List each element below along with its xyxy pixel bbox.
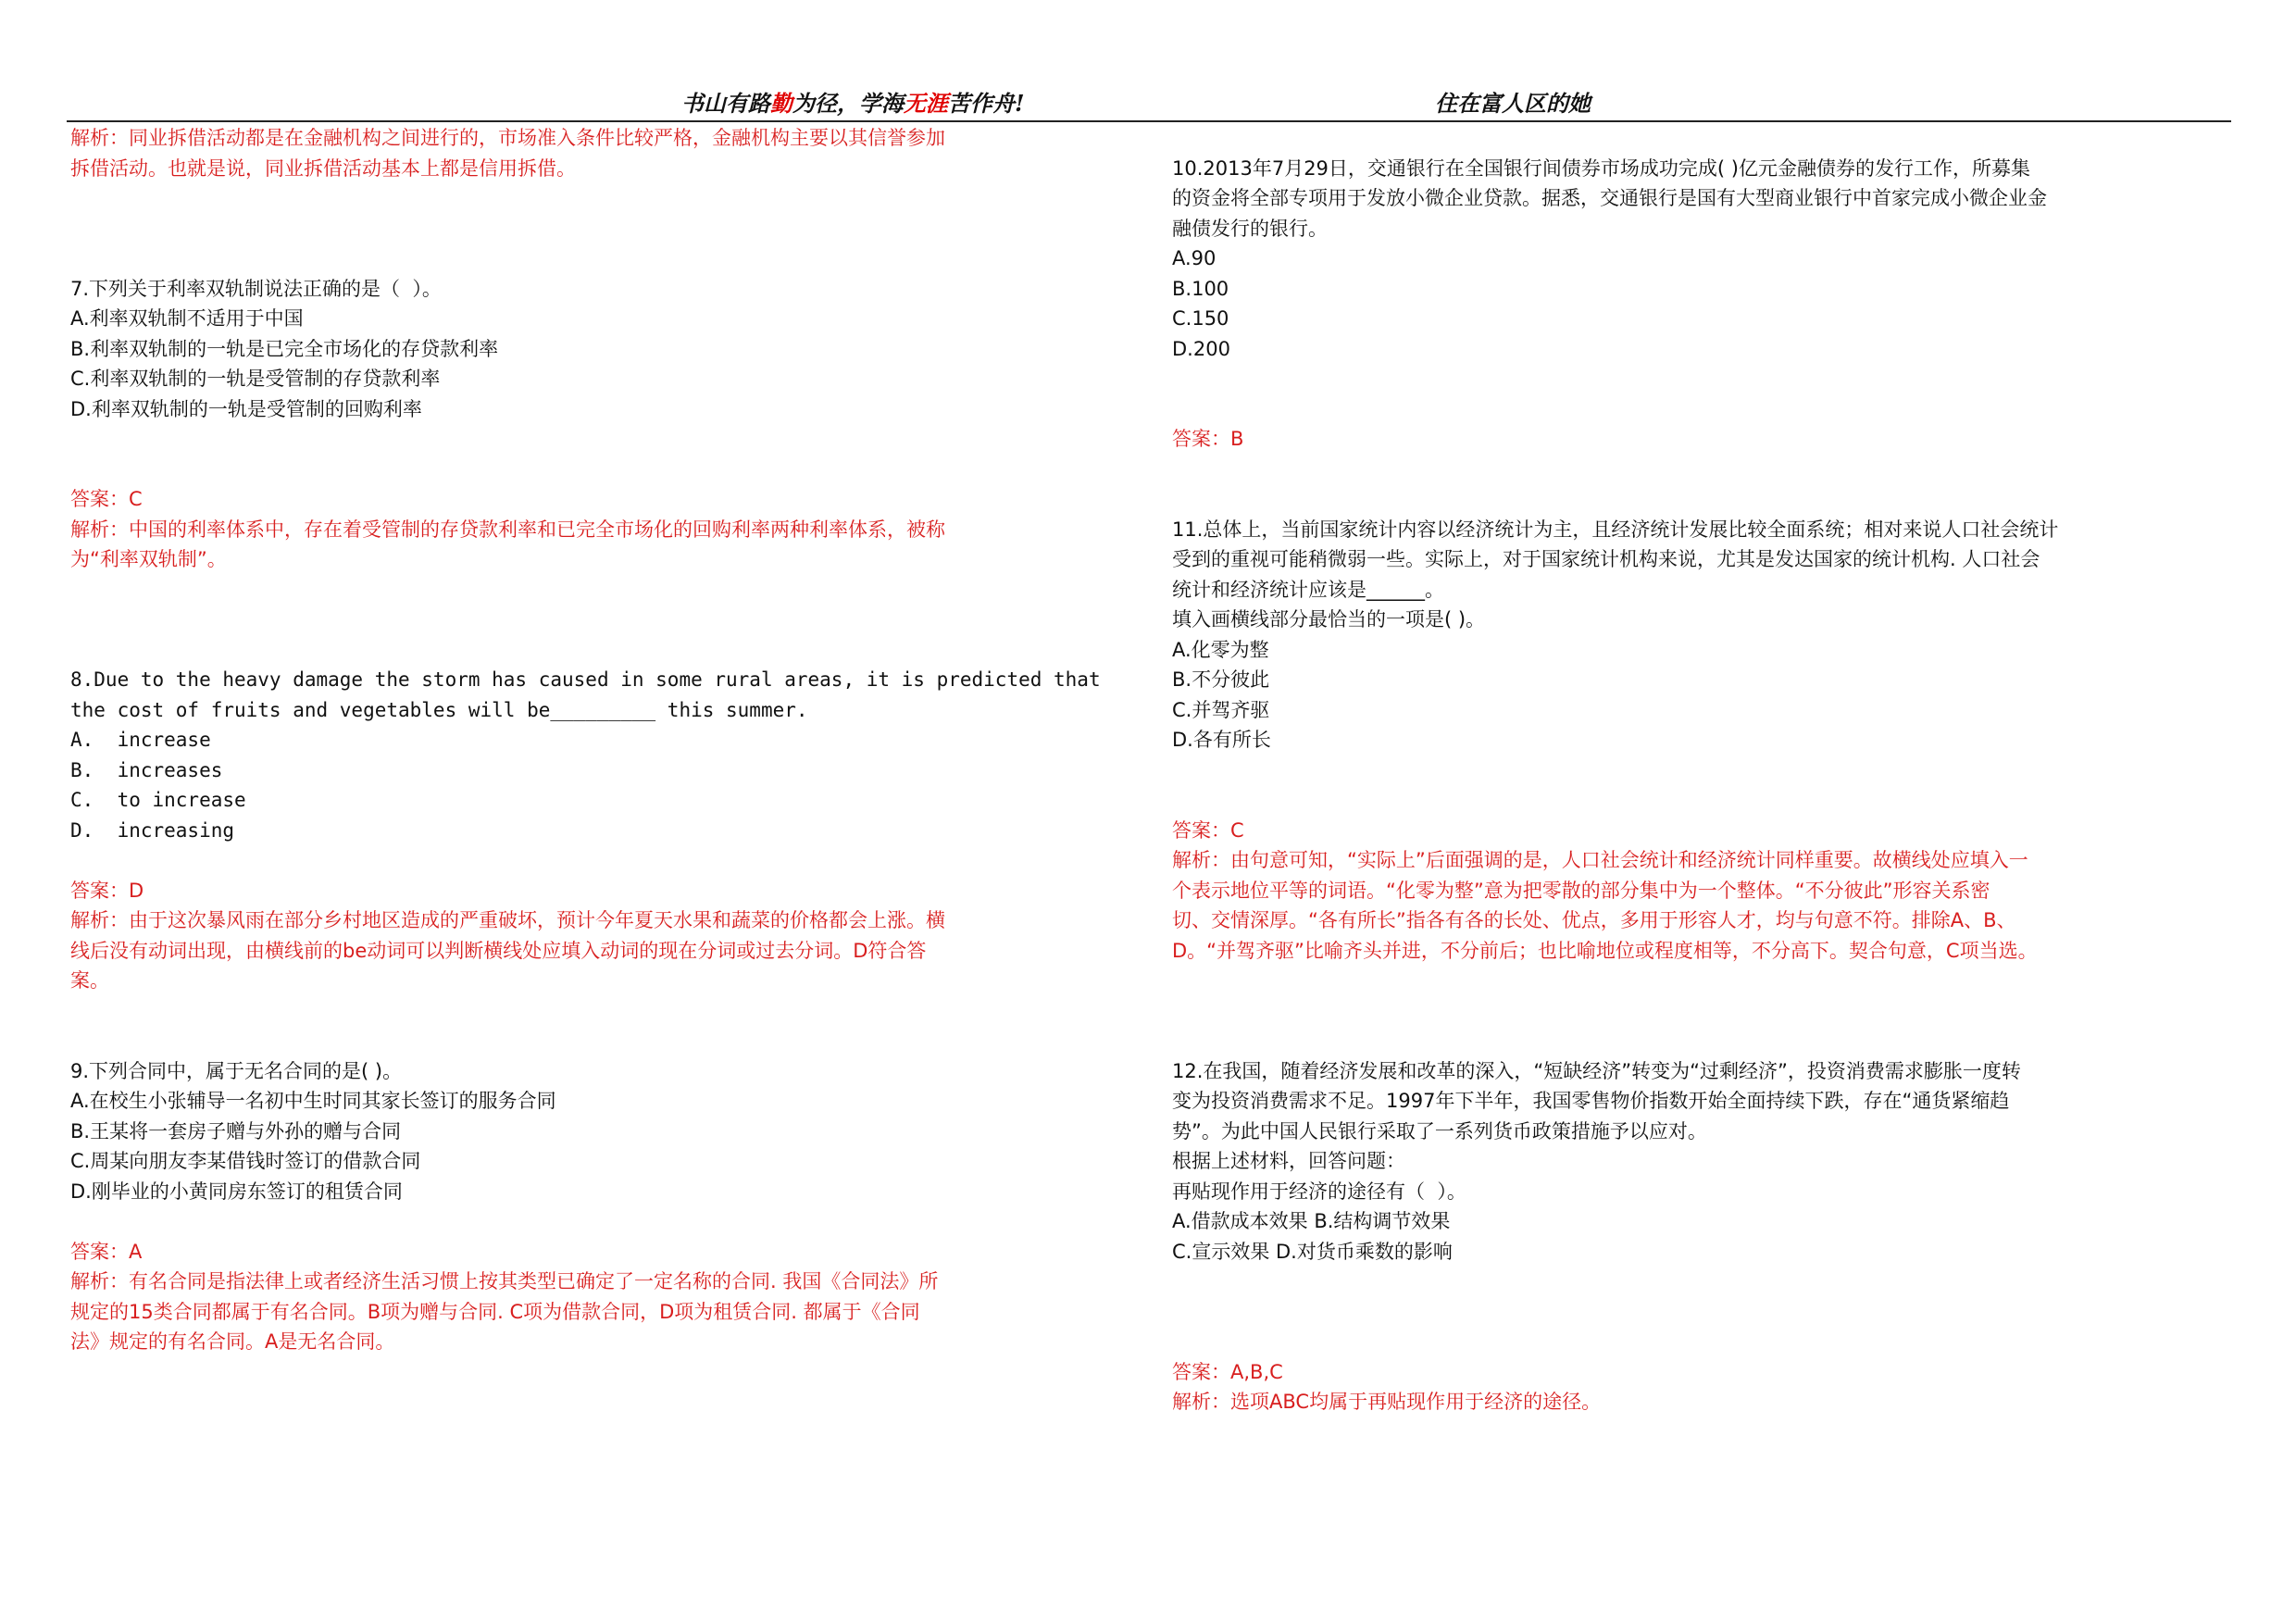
- q6-explanation: [70, 123, 1126, 183]
- explain-line: 规定的15类合同都属于有名合同。B项为赠与合同. C项为借款合同，D项为租赁合同. 都属于《合同: [70, 1300, 920, 1323]
- answer: 答案：C: [70, 488, 143, 510]
- motto-part3: 苦作舟!: [948, 90, 1025, 117]
- motto-red2: 无涯: [904, 90, 948, 117]
- explain-line: 切、交情深厚。“各有所长”指各有各的长处、优点，多用于形容人才，均与句意不符。排除A、B、: [1172, 909, 2016, 931]
- explain-line: 解析：有名合同是指法律上或者经济生活习惯上按其类型已确定了一定名称的合同. 我国《合同法》所: [70, 1270, 939, 1292]
- question-stem: 统计和经济统计应该是______。: [1172, 578, 1444, 601]
- explain-line: 案。: [70, 969, 109, 992]
- explanation: [1172, 845, 2237, 966]
- motto-red1: 勤: [770, 90, 792, 117]
- explain-line: 线后没有动词出现，由横线前的be动词可以判断横线处应填入动词的现在分词或过去分词。D符合答: [70, 939, 927, 962]
- explain-line: 法》规定的有名合同。A是无名合同。: [70, 1330, 395, 1353]
- question-11: [1172, 515, 2237, 967]
- explanation: [70, 515, 1126, 575]
- option-row: C.宣示效果 D.对货币乘数的影响: [1172, 1240, 1453, 1263]
- option-a: A.90: [1172, 247, 1217, 269]
- explain-line: 个表示地位平等的词语。“化零为整”意为把零散的部分集中为一个整体。“不分彼此”形容关系密: [1172, 879, 1990, 902]
- option-c: C.利率双轨制的一轨是受管制的存贷款利率: [70, 368, 441, 390]
- question-stem: 融债发行的银行。: [1172, 217, 1328, 240]
- explain-line: 为“利率双轨制”。: [70, 548, 227, 570]
- header-slogan: 住在富人区的她: [1435, 90, 1591, 117]
- header-rule: [67, 120, 2231, 122]
- option-b: B.王某将一套房子赠与外孙的赠与合同: [70, 1119, 402, 1142]
- answer: 答案：A,B,C: [1172, 1360, 1283, 1383]
- option-d: D. increasing: [70, 818, 235, 842]
- question-9: [70, 1056, 1126, 1357]
- answer: 答案：D: [70, 879, 144, 902]
- option-a: A.在校生小张辅导一名初中生时同其家长签订的服务合同: [70, 1090, 556, 1112]
- option-b: B.100: [1172, 277, 1229, 300]
- question-10: [1172, 154, 2237, 455]
- answer: 答案：C: [1172, 818, 1244, 842]
- option-d: D.利率双轨制的一轨是受管制的回购利率: [70, 397, 422, 420]
- explain-line: 解析：同业拆借活动都是在金融机构之间进行的，市场准入条件比较严格，金融机构主要以其信誉参加: [70, 127, 945, 149]
- explanation: [1172, 1387, 2237, 1417]
- option-b: B.不分彼此: [1172, 668, 1270, 691]
- question-stem: 变为投资消费需求不足。1997年下半年，我国零售物价指数开始全面持续下跌，存在“通货紧缩趋: [1172, 1090, 2010, 1112]
- question-7: [70, 274, 1126, 575]
- question-12: [1172, 1056, 2237, 1417]
- explanation: [70, 905, 1126, 996]
- option-a: A.化零为整: [1172, 638, 1269, 661]
- left-column: [70, 123, 1126, 1357]
- option-c: C. to increase: [70, 789, 246, 811]
- option-d: D.200: [1172, 337, 1230, 360]
- question-stem: 12.在我国，随着经济发展和改革的深入，“短缺经济”转变为“过剩经济”，投资消费需求膨胀一度转: [1172, 1059, 2021, 1082]
- right-column: [1172, 123, 2237, 1417]
- header-motto: [681, 85, 1025, 118]
- motto-part2: 为径，学海: [792, 90, 904, 117]
- explain-line: 解析：由于这次暴风雨在部分乡村地区造成的严重破坏，预计今年夏天水果和蔬菜的价格都会上涨。横: [70, 909, 945, 931]
- answer: 答案：A: [70, 1240, 143, 1263]
- option-a: A.利率双轨制不适用于中国: [70, 307, 304, 330]
- option-c: C.周某向朋友李某借钱时签订的借款合同: [70, 1150, 421, 1172]
- option-c: C.并驾齐驱: [1172, 698, 1270, 721]
- option-b: B. increases: [70, 758, 223, 781]
- option-d: D.各有所长: [1172, 729, 1271, 751]
- option-d: D.刚毕业的小黄同房东签订的租赁合同: [70, 1180, 403, 1203]
- question-stem: the cost of fruits and vegetables will be_________ this summer.: [70, 698, 808, 721]
- explain-line: 解析：选项ABC均属于再贴现作用于经济的途径。: [1172, 1391, 1602, 1413]
- option-row: A.借款成本效果 B.结构调节效果: [1172, 1210, 1451, 1232]
- question-stem: 10.2013年7月29日，交通银行在全国银行间债券市场成功完成( )亿元金融债券的发行工作，所募集: [1172, 156, 2030, 180]
- question-stem: 受到的重视可能稍微弱一些。实际上，对于国家统计机构来说，尤其是发达国家的统计机构. 人口社会: [1172, 548, 2040, 570]
- question-stem: 再贴现作用于经济的途径有（ ）。: [1172, 1180, 1466, 1203]
- explain-line: 解析：中国的利率体系中，存在着受管制的存贷款利率和已完全市场化的回购利率两种利率体系，被称: [70, 518, 945, 541]
- page-header: [0, 81, 2296, 119]
- option-a: A. increase: [70, 729, 211, 751]
- question-stem: 11.总体上，当前国家统计内容以经济统计为主，且经济统计发展比较全面系统；相对来说人口社会统计: [1172, 518, 2059, 541]
- answer: 答案：B: [1172, 428, 1244, 450]
- question-stem: 势”。为此中国人民银行采取了一系列货币政策措施予以应对。: [1172, 1119, 1707, 1142]
- question-stem: 的资金将全部专项用于发放小微企业贷款。据悉，交通银行是国有大型商业银行中首家完成小微企业金: [1172, 187, 2047, 209]
- explanation: [70, 1267, 1126, 1357]
- question-stem: 7.下列关于利率双轨制说法正确的是（ ）。: [70, 277, 442, 300]
- explain-line: 解析：由句意可知，“实际上”后面强调的是，人口社会统计和经济统计同样重要。故横线处应填入一: [1172, 849, 2028, 871]
- question-stem: 填入画横线部分最恰当的一项是( )。: [1172, 608, 1486, 630]
- question-stem: 根据上述材料，回答问题：: [1172, 1150, 1405, 1172]
- option-c: C.150: [1172, 307, 1229, 330]
- question-stem: 9.下列合同中，属于无名合同的是( )。: [70, 1059, 403, 1082]
- option-b: B.利率双轨制的一轨是已完全市场化的存贷款利率: [70, 337, 499, 360]
- explain-line: 拆借活动。也就是说，同业拆借活动基本上都是信用拆借。: [70, 156, 576, 180]
- motto-part1: 书山有路: [681, 90, 770, 117]
- question-8: [70, 665, 1126, 996]
- explain-line: D。“并驾齐驱”比喻齐头并进，不分前后；也比喻地位或程度相等，不分高下。契合句意，C项当选。: [1172, 939, 2038, 962]
- question-stem: 8.Due to the heavy damage the storm has caused in some rural areas, it is predicted that: [70, 668, 1101, 691]
